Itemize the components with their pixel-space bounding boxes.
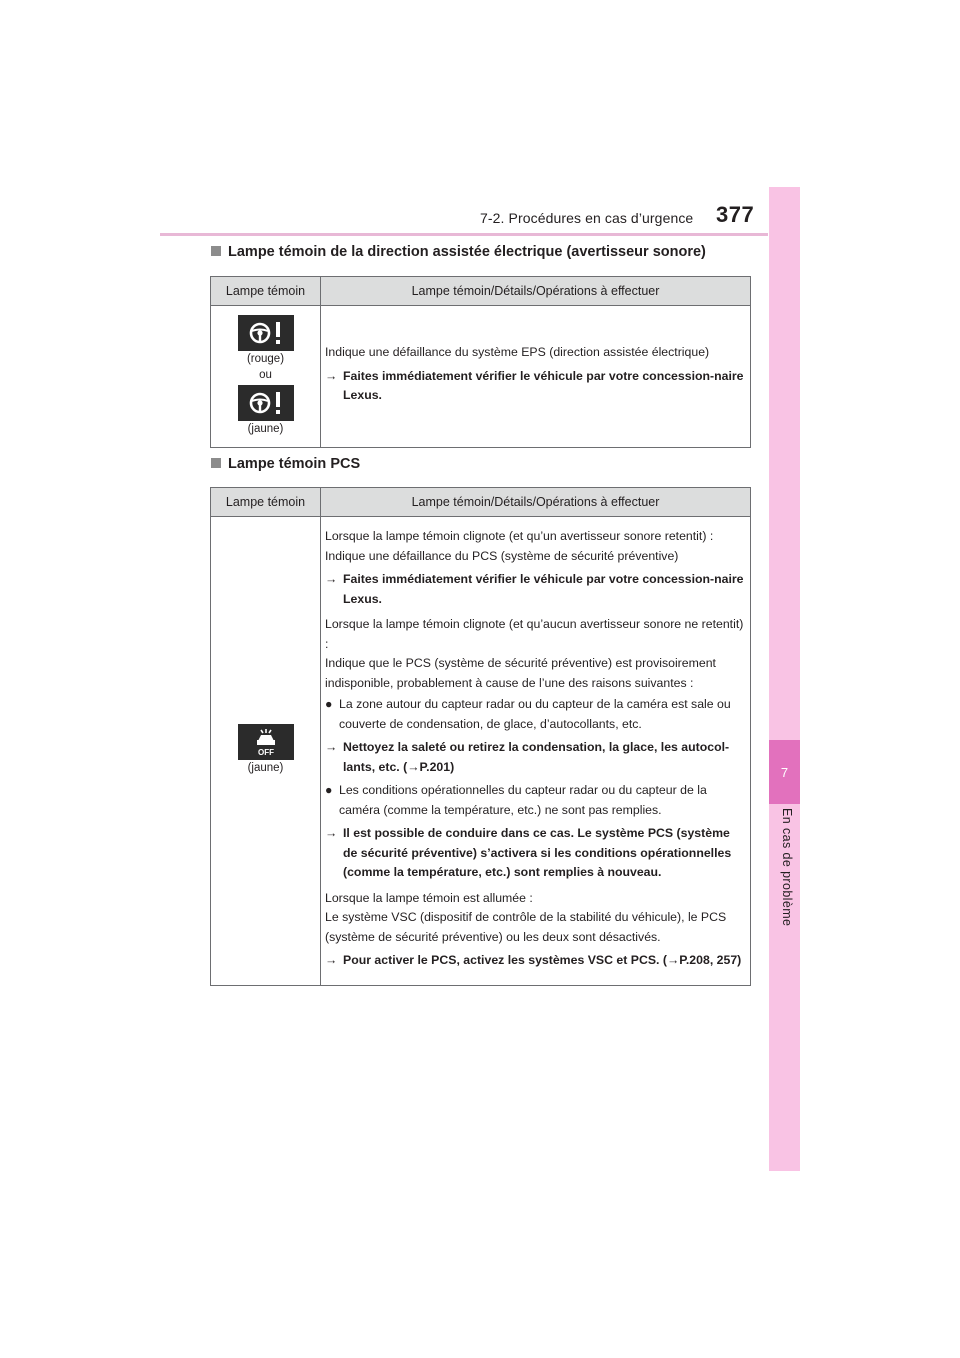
lamp-cell xyxy=(211,306,321,448)
page-number: 377 xyxy=(716,202,755,227)
lamp-caption-yellow: (jaune) xyxy=(247,422,284,435)
lamp-caption-red: (rouge) xyxy=(246,352,285,365)
steering-wheel-exclamation-icon xyxy=(238,385,294,421)
pcs-off-icon xyxy=(238,724,294,760)
reason-bullet-dirty-sensor: ● La zone autour du capteur radar ou du capteur de la caméra est sale ou couverte de condensation, de glace, d’autocollants, etc. xyxy=(325,697,731,731)
square-bullet-icon xyxy=(211,246,221,256)
square-bullet-icon xyxy=(211,458,221,468)
table-header-row xyxy=(211,488,751,517)
detail-text: Indique une défaillance du système EPS (direction assistée électrique) xyxy=(325,345,710,360)
table-header-row xyxy=(211,277,751,306)
reason-dirty-sensor-action: → Nettoyez la saleté ou retirez la condensation, la glace, les autocol-lants, etc. (→P.201) xyxy=(325,740,730,774)
column-header-lamp: Lampe témoin xyxy=(211,277,321,306)
case-blinking-beep-meaning: Indique une défaillance du PCS (système de sécurité préventive) xyxy=(325,548,679,563)
table-row xyxy=(211,517,751,986)
detail-cell xyxy=(321,517,751,986)
pcs-warning-table xyxy=(210,487,751,986)
steering-wheel-exclamation-icon xyxy=(238,315,294,351)
case-lit-condition: Lorsque la lampe témoin est allumée : xyxy=(325,890,533,905)
svg-text:OFF: OFF xyxy=(257,747,274,757)
reason-bullet-conditions: ● Les conditions opérationnelles du capteur radar ou du capteur de la caméra (comme la température, etc.) ne sont pas remplies. xyxy=(325,783,707,817)
case-blinking-beep-action: → Faites immédiatement vérifier le véhicule par votre concession-naire Lexus. xyxy=(325,572,744,606)
chapter-side-label: En cas de problème xyxy=(780,808,794,927)
lamp-caption-yellow: (jaune) xyxy=(247,761,284,774)
column-header-lamp: Lampe témoin xyxy=(211,488,321,517)
detail-cell xyxy=(321,306,751,448)
pcs-section-heading: Lampe témoin PCS xyxy=(211,456,360,472)
chapter-side-strip xyxy=(769,187,800,1171)
reason-conditions-action: → Il est possible de conduire dans ce cas. Le système PCS (système de sécurité préventive) s’activera si les conditions opérationnelles (comme la température, etc.) sont remplies à nouveau. xyxy=(325,826,732,879)
case-lit-meaning: Le système VSC (dispositif de contrôle de la stabilité du véhicule), le PCS (système de sécurité préventive) ou les deux sont désactivés. xyxy=(325,910,727,944)
table-row xyxy=(211,306,751,448)
eps-section-heading: Lampe témoin de la direction assistée électrique (avertisseur sonore) xyxy=(211,244,706,260)
lamp-caption-or: ou xyxy=(259,368,272,381)
lamp-cell xyxy=(211,517,321,986)
running-header-title: 7-2. Procédures en cas d’urgence xyxy=(480,210,694,226)
action-text: → Faites immédiatement vérifier le véhicule par votre concession-naire Lexus. xyxy=(325,368,744,403)
case-blinking-nobeep-condition: Lorsque la lampe témoin clignote (et qu’aucun avertisseur sonore ne retentit) : xyxy=(325,617,744,651)
case-blinking-nobeep-meaning: Indique que le PCS (système de sécurité préventive) est provisoirement indisponible, probablement à cause de l’une des raisons suivantes : xyxy=(325,656,716,690)
case-blinking-beep-condition: Lorsque la lampe témoin clignote (et qu’un avertisseur sonore retentit) : xyxy=(325,529,714,543)
header-rule xyxy=(160,233,768,236)
case-lit-action: → Pour activer le PCS, activez les systèmes VSC et PCS. (→P.208, 257) xyxy=(325,953,742,967)
column-header-details: Lampe témoin/Détails/Opérations à effectuer xyxy=(321,488,751,517)
chapter-number-tab: 7 xyxy=(769,740,800,804)
column-header-details: Lampe témoin/Détails/Opérations à effectuer xyxy=(321,277,751,306)
eps-warning-table xyxy=(210,276,751,448)
